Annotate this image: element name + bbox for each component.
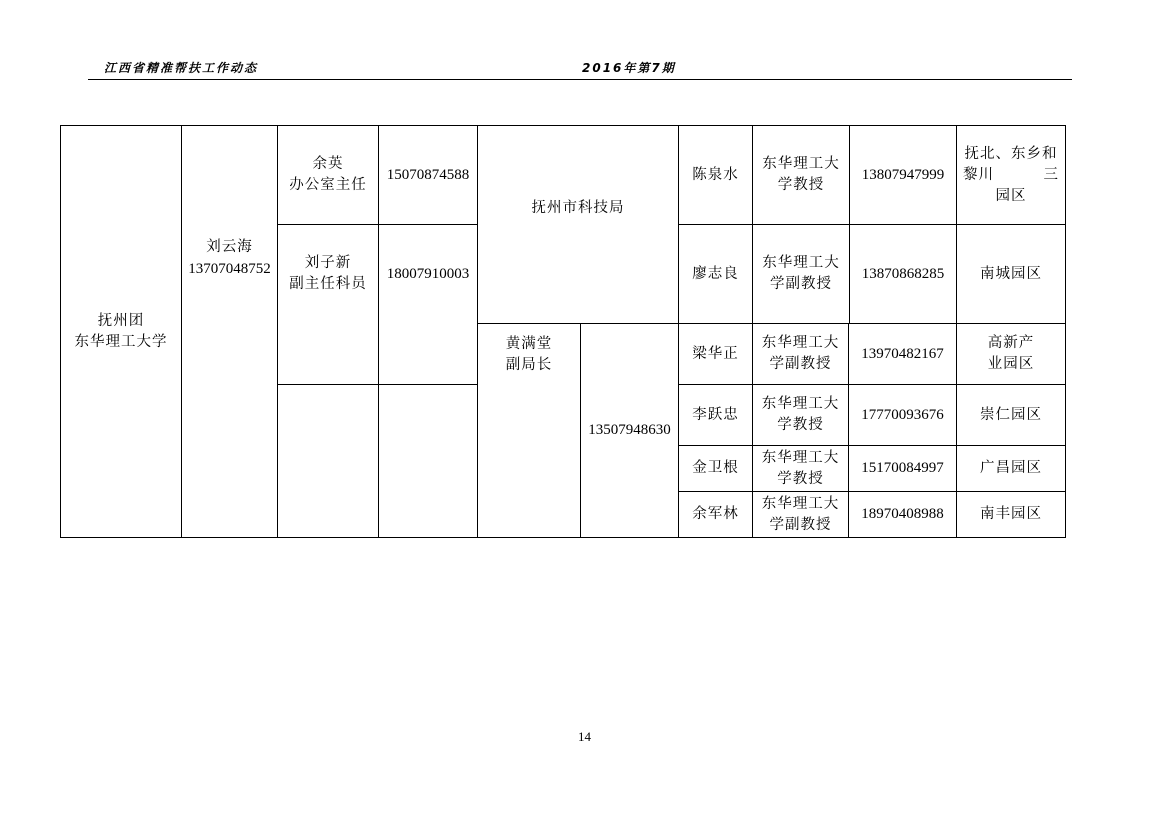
page-number: 14 bbox=[578, 729, 591, 744]
local-contact bbox=[478, 324, 580, 385]
expert-park: 南丰园区 bbox=[980, 506, 1042, 522]
issue-label: 2016年第7期 bbox=[582, 61, 676, 75]
expert-title: 东华理工大 学教授 bbox=[762, 156, 840, 193]
expert-name: 金卫根 bbox=[692, 460, 739, 476]
contact-title: 办公室主任 bbox=[289, 177, 367, 193]
leader-phone: 13707048752 bbox=[188, 261, 271, 277]
contact-phone: 15070874588 bbox=[386, 166, 470, 183]
local-contact-name: 黄满堂 bbox=[505, 335, 553, 352]
contact-title: 副主任科员 bbox=[289, 276, 367, 292]
contact-cell bbox=[278, 225, 378, 323]
expert-phone: 13807947999 bbox=[861, 166, 945, 183]
group-university: 东华理工大学 bbox=[74, 333, 168, 350]
expert-name: 余军林 bbox=[692, 506, 739, 522]
expert-name: 廖志良 bbox=[692, 265, 739, 282]
expert-park: 抚北、东乡和 黎川 三 园区 bbox=[963, 145, 1059, 204]
expert-name: 李跃忠 bbox=[692, 406, 739, 423]
leader-cell bbox=[182, 126, 277, 390]
expert-park: 高新产 业园区 bbox=[987, 335, 1035, 372]
expert-name: 梁华正 bbox=[692, 345, 739, 362]
expert-phone: 17770093676 bbox=[861, 406, 944, 423]
local-unit: 抚州市科技局 bbox=[531, 199, 625, 216]
table-border-bottom bbox=[60, 537, 1066, 538]
group-name: 抚州团 bbox=[97, 312, 145, 329]
contact-phone: 18007910003 bbox=[386, 265, 470, 282]
expert-title: 东华理工大 学副教授 bbox=[762, 255, 840, 292]
local-contact-title: 副局长 bbox=[505, 356, 553, 373]
expert-title: 东华理工大 学教授 bbox=[761, 396, 840, 433]
expert-phone: 13870868285 bbox=[861, 265, 945, 282]
contact-cell bbox=[278, 126, 378, 224]
table-border-right bbox=[1065, 125, 1066, 538]
expert-park: 广昌园区 bbox=[980, 460, 1042, 476]
contact-name: 余英 bbox=[312, 156, 344, 172]
contact-name: 刘子新 bbox=[304, 255, 352, 271]
expert-park: 崇仁园区 bbox=[980, 406, 1042, 423]
expert-name: 陈泉水 bbox=[692, 166, 739, 183]
group-cell bbox=[61, 126, 181, 537]
row-divider bbox=[277, 384, 477, 385]
expert-park: 南城园区 bbox=[980, 265, 1042, 282]
expert-title: 东华理工大 学副教授 bbox=[761, 335, 840, 372]
expert-phone: 18970408988 bbox=[861, 506, 944, 522]
leader-name: 刘云海 bbox=[206, 239, 253, 255]
expert-phone: 13970482167 bbox=[861, 345, 944, 362]
expert-title: 东华理工大 学副教授 bbox=[761, 495, 840, 533]
publication-title: 江西省精准帮扶工作动态 bbox=[104, 61, 259, 75]
expert-phone: 15170084997 bbox=[861, 460, 944, 476]
expert-title: 东华理工大 学教授 bbox=[761, 449, 840, 487]
local-contact-phone: 13507948630 bbox=[588, 422, 671, 438]
